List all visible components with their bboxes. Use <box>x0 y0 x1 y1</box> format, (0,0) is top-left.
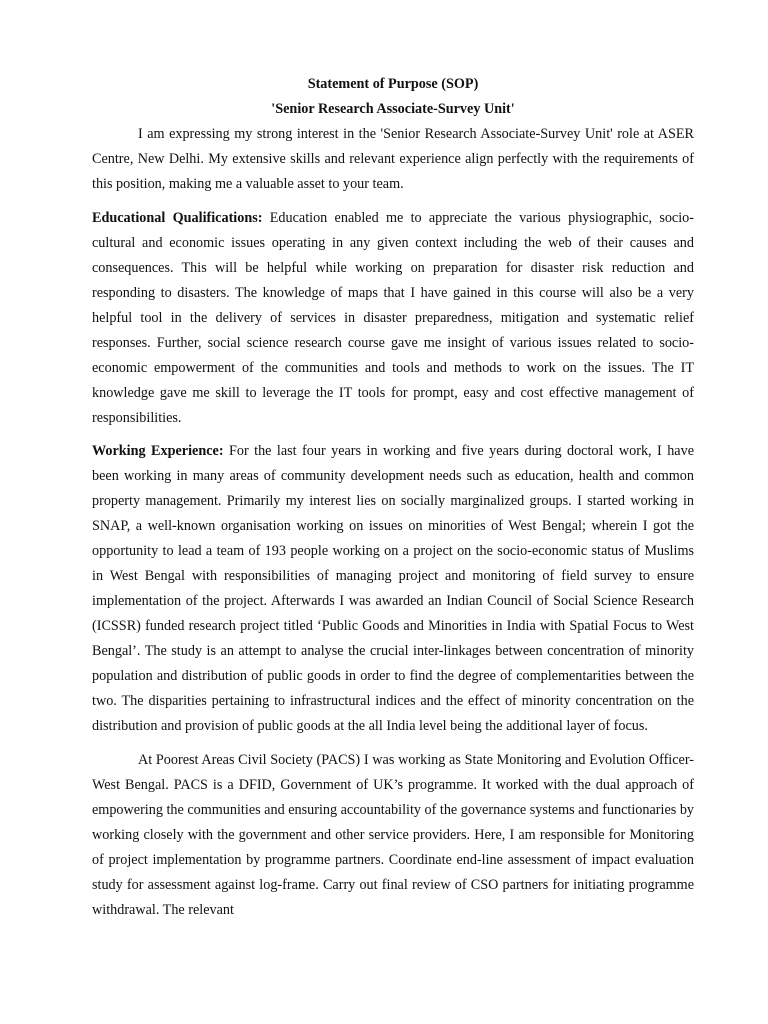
education-heading: Educational Qualifications: <box>92 209 263 226</box>
document-title: Statement of Purpose (SOP) <box>307 76 479 92</box>
document-subtitle: 'Senior Research Associate-Survey Unit' <box>271 101 515 117</box>
experience-text: For the last four years in working and five years during doctoral work, I have been working in many areas of community development needs such as education, health and common property management. Primarily my interest lies on socially marginalized groups. I started working in SNAP, a well-known organisation working on issues on minorities of West Bengal; wherein I got the opportunity to lead a team of 193 people working on a project on the socio-economic status of Muslims in West Bengal with responsibilities of managing project and monitoring of field survey to ensure implementation of the project. Afterwards I was awarded an Indian Council of Social Science Research (ICSSR) funded research project titled ‘Public Goods and Minorities in India with Spatial Focus to West Bengal’. The study is an attempt to analyse the crucial inter-linkages between concentration of minority population and distribution of public goods in order to find the degree of complementarities between the two. The disparities pertaining to infrastructural indices and the effect of minority concentration on the distribution and provision of public goods at the all India level being the additional layer of focus. <box>92 443 694 734</box>
experience-paragraph <box>92 439 694 739</box>
intro-paragraph: I am expressing my strong interest in the 'Senior Research Associate-Survey Unit' role at ASER Centre, New Delhi. My extensive skills and relevant experience align perfectly with the requirements of this position, making me a valuable asset to your team. <box>92 126 694 192</box>
pacs-paragraph: At Poorest Areas Civil Society (PACS) I was working as State Monitoring and Evolution Officer-West Bengal. PACS is a DFID, Government of UK’s programme. It worked with the dual approach of empowering the communities and ensuring accountability of the governance systems and functionaries by working closely with the government and other service providers. Here, I am responsible for Monitoring of project implementation by programme partners. Coordinate end-line assessment of impact evaluation study for assessment against log-frame. Carry out final review of CSO partners for initiating programme withdrawal. The relevant <box>92 751 695 918</box>
education-text: Education enabled me to appreciate the various physiographic, socio-cultural and economic issues operating in any given context including the web of their causes and consequences. This will be helpful while working on preparation for disaster risk reduction and responding to disasters. The knowledge of maps that I have gained in this course will also be a very helpful tool in the delivery of services in disaster preparedness, mitigation and systematic relief responses. Further, social science research course gave me insight of various issues related to socio-economic empowerment of the communities and tools and methods to work on the issues. The IT knowledge gave me skill to leverage the IT tools for prompt, easy and cost effective management of responsibilities. <box>92 209 694 426</box>
document-page <box>92 0 694 923</box>
experience-heading: Working Experience: <box>92 443 224 459</box>
education-paragraph <box>92 206 694 431</box>
